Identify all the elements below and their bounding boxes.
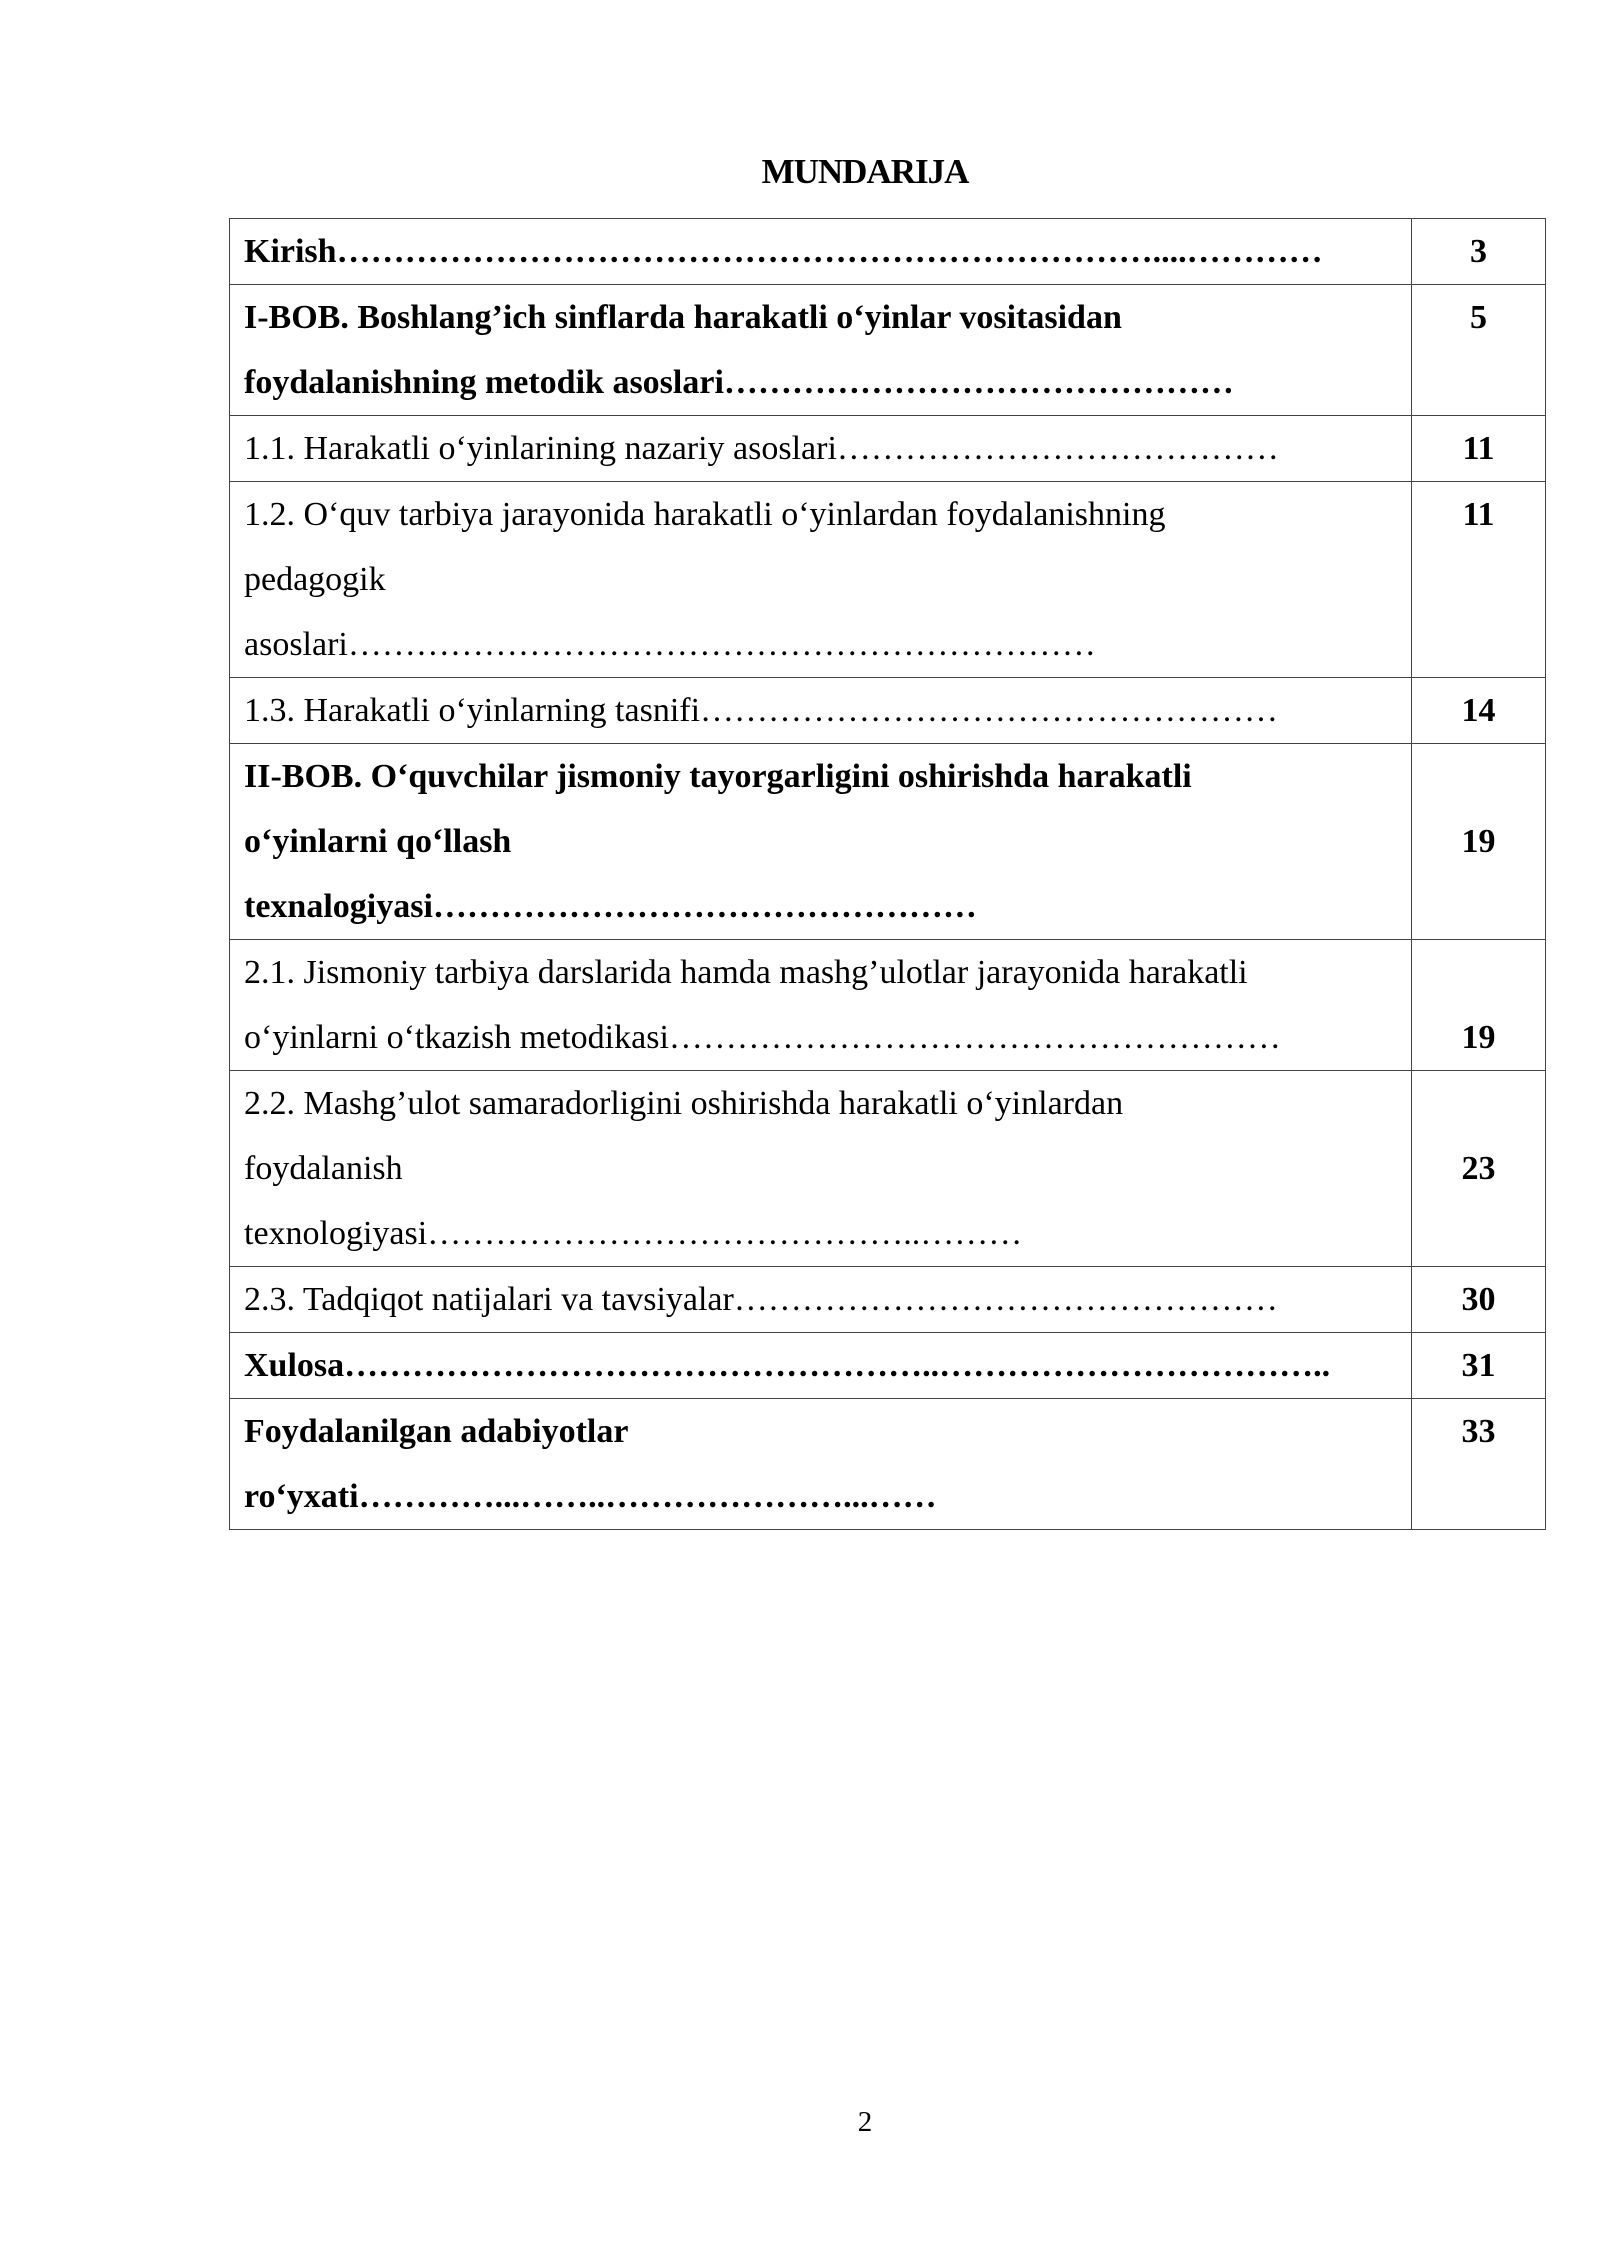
toc-row-section-1-2 [230, 482, 1546, 678]
toc-entry-line: pedagogik [244, 561, 386, 598]
toc-entry-line: asoslari………………………………………………………… [244, 626, 1096, 663]
toc-entry-page: 31 [1412, 1333, 1546, 1399]
toc-entry-line: 1.3. Harakatli o‘yinlarning tasnifi…………………………………………… [244, 692, 1279, 729]
toc-entry-page: 19 [1412, 744, 1546, 940]
toc-entry-title [230, 1333, 1412, 1399]
toc-entry-line: texnologiyasi……………………………………..……… [244, 1215, 1023, 1252]
toc-entry-line: foydalanishning metodik asoslari……………………………………… [244, 364, 1234, 401]
toc-entry-title [230, 940, 1412, 1071]
toc-entry-line: 1.1. Harakatli o‘yinlarining nazariy asoslari………………………………… [244, 430, 1279, 467]
toc-entry-page: 30 [1412, 1267, 1546, 1333]
toc-entry-title [230, 1071, 1412, 1267]
toc-row-section-2-3 [230, 1267, 1546, 1333]
toc-entry-line: 2.1. Jismoniy tarbiya darslarida hamda mashg’ulotlar jarayonida harakatli [244, 954, 1248, 991]
toc-entry-page: 11 [1412, 482, 1546, 678]
footer-page-number: 2 [857, 2106, 873, 2138]
toc-entry-page: 33 [1412, 1399, 1546, 1530]
toc-entry-line: Xulosa……………………………………………..…………………………….. [244, 1347, 1331, 1384]
toc-row-section-2-2 [230, 1071, 1546, 1267]
toc-entry-title [230, 482, 1412, 678]
toc-entry-line: I-BOB. Boshlang’ich sinflarda harakatli o‘yinlar vositasidan [244, 299, 1122, 336]
toc-row-kirish [230, 219, 1546, 285]
table-of-contents [229, 218, 1546, 1530]
toc-row-chapter-2 [230, 744, 1546, 940]
toc-entry-title [230, 219, 1412, 285]
toc-entry-page: 3 [1412, 219, 1546, 285]
toc-row-references [230, 1399, 1546, 1530]
toc-entry-line: Foydalanilgan adabiyotlar [244, 1413, 629, 1450]
toc-entry-line: 2.2. Mashg’ulot samaradorligini oshirishda harakatli o‘yinlardan [244, 1085, 1124, 1122]
toc-entry-line: texnalogiyasi………………………………………… [244, 888, 977, 925]
toc-entry-page: 23 [1412, 1071, 1546, 1267]
toc-entry-page: 5 [1412, 285, 1546, 416]
toc-entry-title [230, 744, 1412, 940]
toc-entry-line: Kirish………………………………………………………………....………… [244, 233, 1323, 270]
toc-entry-title [230, 1399, 1412, 1530]
page-title: MUNDARIJA [761, 152, 969, 191]
toc-entry-title [230, 1267, 1412, 1333]
toc-entry-page: 11 [1412, 416, 1546, 482]
toc-row-chapter-1 [230, 285, 1546, 416]
toc-entry-title [230, 285, 1412, 416]
toc-entry-line: 2.3. Tadqiqot natijalari va tavsiyalar………………………………………… [244, 1281, 1278, 1318]
toc-entry-page: 14 [1412, 678, 1546, 744]
toc-row-xulosa [230, 1333, 1546, 1399]
toc-entry-line: ro‘yxati…………...……..…………………...…… [244, 1478, 937, 1515]
toc-row-section-1-3 [230, 678, 1546, 744]
toc-entry-title [230, 416, 1412, 482]
toc-entry-line: II-BOB. O‘quvchilar jismoniy tayorgarligini oshirishda harakatli [244, 758, 1192, 795]
toc-entry-page: 19 [1412, 940, 1546, 1071]
toc-entry-title [230, 678, 1412, 744]
toc-entry-line: foydalanish [244, 1150, 403, 1187]
toc-row-section-2-1 [230, 940, 1546, 1071]
toc-entry-line: 1.2. O‘quv tarbiya jarayonida harakatli o‘yinlardan foydalanishning [244, 496, 1166, 533]
toc-row-section-1-1 [230, 416, 1546, 482]
toc-entry-line: o‘yinlarni qo‘llash [244, 823, 512, 860]
toc-entry-line: o‘yinlarni o‘tkazish metodikasi……………………………………………… [244, 1019, 1281, 1056]
